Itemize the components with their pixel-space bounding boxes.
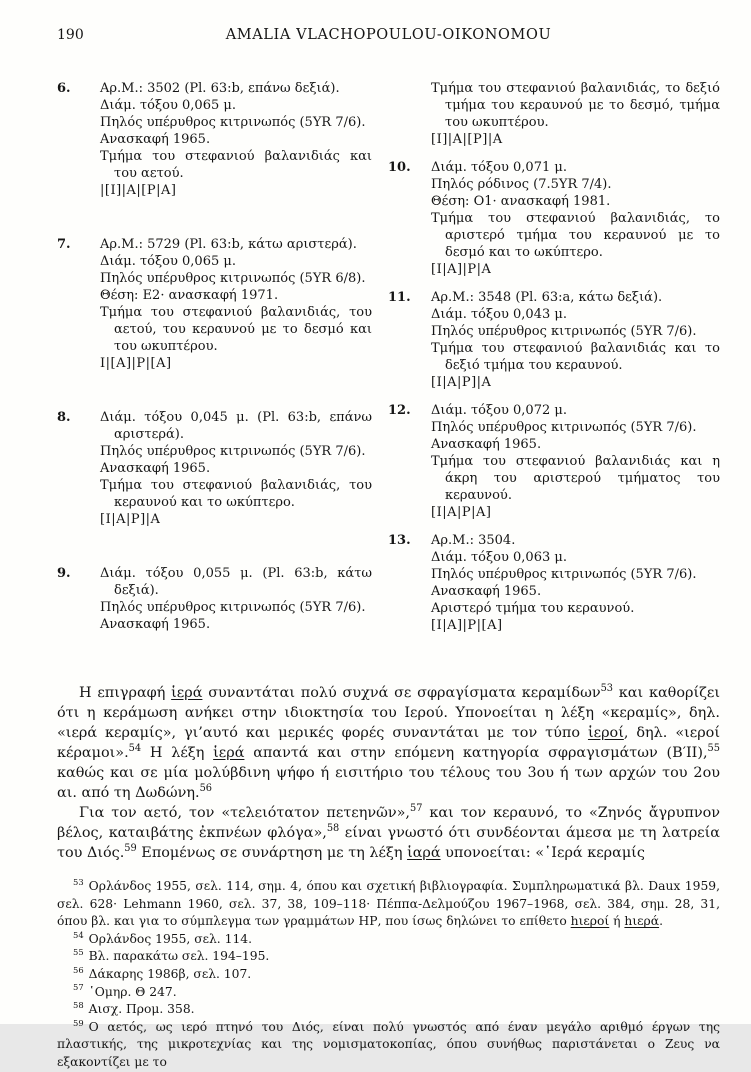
catalog-entry-9: [57, 565, 372, 633]
entry-line: Πηλός υπέρυθρος κιτρινωπός (5YR 7/6).: [431, 567, 697, 582]
entry-line: Πηλός υπέρυθρος κιτρινωπός (5YR 7/6).: [431, 420, 697, 435]
body-paragraph: Για τον αετό, τον «τελειότατον πετεηνῶν»,$^{57}$ και τον κεραυνό, το «Ζηνός ἄγρυπνον βέλος, καταιβάτης ἐκπνέων φλόγα»,$^{58}$ είναι γνωστό ότι συνδέονται άμεσα με τη λατρεία του Διός.$^{59}$ Επομένως σε συνάρτηση με τη λέξη ἱαρά υπονοείται: «῾Ιερά κεραμίς: [57, 803, 720, 861]
entry-line: Διάμ. τόξου 0,071 μ.: [431, 160, 567, 175]
page-header: [57, 27, 720, 47]
entry-line: Διάμ. τόξου 0,055 μ. (Pl. 63:b, κάτω δεξιά).: [100, 566, 372, 598]
entry-number: 6.: [57, 81, 71, 96]
footnote: [57, 1001, 720, 1019]
footnote: [57, 948, 720, 966]
entry-line: Ανασκαφή 1965.: [100, 132, 211, 147]
entry-line: Αριστερό τμήμα του κεραυνού.: [431, 601, 635, 616]
stamp-formula: Ι|[Α]|Ρ|[Α]: [100, 356, 172, 371]
footnote-number: 59: [73, 1017, 84, 1028]
entry-line: Τμήμα του στεφανιού βαλανιδιάς, το αριστερό τμήμα του κεραυνού με το δεσμό και το ωκύπτερο.: [431, 211, 720, 260]
footnote-number: 56: [73, 964, 84, 975]
entry-line: Πηλός υπέρυθρος κιτρινωπός (5YR 7/6).: [100, 600, 366, 615]
catalog-entry-6: [57, 80, 372, 199]
footnote: [57, 1019, 720, 1072]
entry-line: Διάμ. τόξου 0,063 μ.: [431, 550, 567, 565]
body-paragraph: Η επιγραφή ἱερά συναντάται πολύ συχνά σε σφραγίσματα κεραμίδων$^{53}$ και καθορίζει ότι η κεράμωση ανήκει στην ιδιοκτησία του Ιερού. Υπονοείται η λέξη «κεραμίς», δηλ. «ιερά κεραμίς», γι’αυτό και μερικές φορές συναντάται με τον τύπο ἱεροί, δηλ. «ιεροί κέραμοι».$^{54}$ Η λέξη ἱερά απαντά και στην επόμενη κατηγορία σφραγισμάτων (Β′ΙΙ),$^{55}$ καθώς και σε μία μολύβδινη ψήφο ή εισιτήριο του τέλους του 3ου ή των αρχών του 2ου αι. από τη Δωδώνη.$^{56}$: [57, 683, 720, 801]
catalog-entry-8: [57, 409, 372, 528]
footnote-number: 54: [73, 929, 84, 940]
footnote: [57, 984, 720, 1002]
stamp-formula: [Ι|Α|Ρ]|Α: [100, 512, 161, 527]
stamp-formula: |[Ι]|Α|[Ρ|Α]: [100, 183, 177, 198]
entry-line: Πηλός υπέρυθρος κιτρινωπός (5YR 6/8).: [100, 271, 366, 286]
footnote-number: 57: [73, 982, 84, 993]
entry-line: Διάμ. τόξου 0,072 μ.: [431, 403, 567, 418]
entry-line: Πηλός υπέρυθρος κιτρινωπός (5YR 7/6).: [431, 324, 697, 339]
stamp-formula: [Ι|Α|Ρ]|Α: [431, 375, 492, 390]
entry-number: 9.: [57, 566, 71, 581]
entry-number: 12.: [388, 403, 411, 418]
catalog-entry-11: [388, 289, 720, 391]
footnote-text: Ο αετός, ως ιερό πτηνό του Διός, είναι πολύ γνωστός από έναν μεγάλο αριθμό έργων της πλαστικής, της μικροτεχνίας και της νομισματοκοπίας, όπου συνήθως παριστάνεται ο Ζευς να εξακοντίζει με το: [57, 1019, 720, 1069]
entry-line: Τμήμα του στεφανιού βαλανιδιάς και του αετού.: [100, 149, 372, 181]
catalog-entry-10: [388, 159, 720, 278]
entry-line: Ανασκαφή 1965.: [431, 437, 542, 452]
footnote-text: ῾Ομηρ. Θ 247.: [88, 984, 177, 999]
catalog-left-column: [57, 80, 372, 670]
entry-line: Πηλός υπέρυθρος κιτρινωπός (5YR 7/6).: [100, 444, 366, 459]
entry-line: Αρ.Μ.: 3548 (Pl. 63:a, κάτω δεξιά).: [431, 290, 663, 305]
entry-line: Τμήμα του στεφανιού βαλανιδιάς, του κεραυνού και το ωκύπτερο.: [100, 478, 372, 510]
stamp-formula: [Ι]|Α|[Ρ]|Α: [431, 132, 503, 147]
footnote-number: 53: [73, 876, 84, 887]
entry-line: Πηλός ρόδινος (7.5YR 7/4).: [431, 177, 612, 192]
entry-line: Τμήμα του στεφανιού βαλανιδιάς, το δεξιό τμήμα του κεραυνού με το δεσμό, τμήμα του ωκυπτέρου.: [431, 81, 720, 130]
catalog-entry-13: [388, 532, 720, 634]
entry-line: Θέση: Ο1· ανασκαφή 1981.: [431, 194, 611, 209]
entry-line: Πηλός υπέρυθρος κιτρινωπός (5YR 7/6).: [100, 115, 366, 130]
entry-line: Ανασκαφή 1965.: [431, 584, 542, 599]
stamp-formula: [Ι|Α]|Ρ|[Α]: [431, 618, 503, 633]
catalog-entry-7: [57, 236, 372, 372]
catalog-section: [57, 80, 720, 670]
catalog-right-column: [388, 80, 720, 670]
footnote: [57, 878, 720, 931]
catalog-entry-9-continuation: [388, 80, 720, 148]
entry-line: Τμήμα του στεφανιού βαλανιδιάς, του αετού, του κεραυνού με το δεσμό και του ωκυπτέρου.: [100, 305, 372, 354]
footnote-number: 55: [73, 947, 84, 958]
entry-number: 8.: [57, 410, 71, 425]
footnotes-section: [57, 878, 720, 1072]
entry-line: Αρ.Μ.: 5729 (Pl. 63:b, κάτω αριστερά).: [100, 237, 357, 252]
page-number: 190: [57, 27, 84, 43]
entry-line: Αρ.Μ.: 3504.: [431, 533, 516, 548]
footnote-text: Ορλάνδος 1955, σελ. 114.: [88, 931, 252, 946]
footnote-text: Βλ. παρακάτω σελ. 194–195.: [88, 949, 270, 964]
footnote-text: Ορλάνδος 1955, σελ. 114, σημ. 4, όπου και σχετική βιβλιογραφία. Συμπληρωματικά βλ. Daux 1959, σελ. 628· Lehmann 1960, σελ. 37, 38, 109–118· Πέππα-Δελμούζου 1967–1968, σελ. 384, σημ. 28, 31, όπου βλ. και για το σύμπλεγμα των γραμμάτων ΗΡ, που ίσως δηλώνει το επίθετο hιεροί ή hιερά.: [57, 879, 720, 929]
stamp-formula: [Ι|Α]|Ρ|Α: [431, 262, 492, 277]
footnote: [57, 931, 720, 949]
entry-number: 13.: [388, 533, 411, 548]
entry-number: 7.: [57, 237, 71, 252]
entry-line: Διάμ. τόξου 0,045 μ. (Pl. 63:b, επάνω αριστερά).: [100, 410, 372, 442]
entry-line: Τμήμα του στεφανιού βαλανιδιάς και το δεξιό τμήμα του κεραυνού.: [431, 341, 720, 373]
entry-line: Θέση: Ε2· ανασκαφή 1971.: [100, 288, 279, 303]
stamp-formula: [Ι|Α|Ρ|Α]: [431, 505, 492, 520]
entry-line: Τμήμα του στεφανιού βαλανιδιάς και η άκρη του αριστερού τμήματος του κεραυνού.: [431, 454, 720, 503]
footnote-text: Δάκαρης 1986β, σελ. 107.: [88, 966, 252, 981]
entry-line: Διάμ. τόξου 0,065 μ.: [100, 98, 236, 113]
body-text: [57, 683, 720, 863]
entry-number: 11.: [388, 290, 411, 305]
footnote-text: Αισχ. Προμ. 358.: [88, 1002, 195, 1017]
footnote: [57, 966, 720, 984]
entry-line: Διάμ. τόξου 0,043 μ.: [431, 307, 567, 322]
entry-line: Ανασκαφή 1965.: [100, 617, 211, 632]
footnote-number: 58: [73, 1000, 84, 1011]
running-title: AMALIA VLACHOPOULOU-OIKONOMOU: [225, 27, 552, 43]
entry-number: 10.: [388, 160, 411, 175]
entry-line: Αρ.Μ.: 3502 (Pl. 63:b, επάνω δεξιά).: [100, 81, 340, 96]
entry-line: Διάμ. τόξου 0,065 μ.: [100, 254, 236, 269]
entry-line: Ανασκαφή 1965.: [100, 461, 211, 476]
catalog-entry-12: [388, 402, 720, 521]
